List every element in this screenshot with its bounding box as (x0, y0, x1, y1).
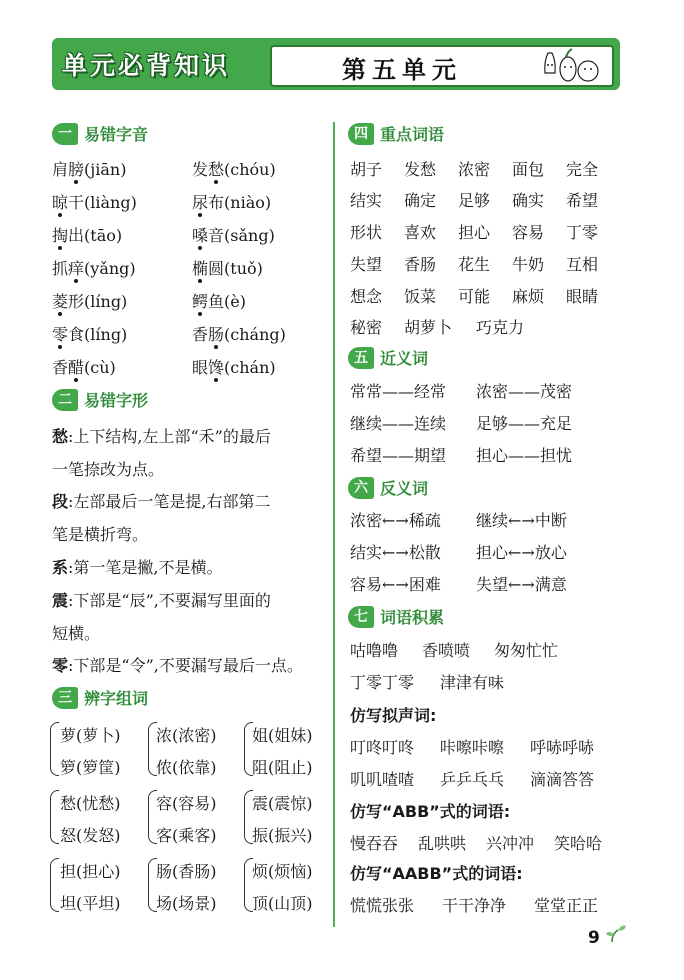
word-row: 丁零丁零 津津有味 (350, 673, 505, 692)
char-group: 振(振兴) (252, 826, 313, 845)
pinyin-item: 鳄鱼(è) (192, 292, 246, 311)
pinyin-item: 尿布(niào) (192, 193, 272, 212)
word-row: 咕噜噜 香喷喷 匆匆忙忙 (350, 641, 559, 660)
brace-icon (50, 858, 59, 912)
section-title: 易错字形 (84, 391, 149, 410)
pinyin-item: 发愁(chóu) (192, 160, 276, 179)
unit-banner (52, 38, 620, 90)
subheading-abb: 仿写“ABB”式的词语: (350, 802, 511, 821)
section-header-groups (52, 686, 148, 710)
pinyin-item: 肩膀(jiān) (52, 160, 127, 179)
form-note: 系:第一笔是撇,不是横。 (52, 558, 223, 577)
column-divider (333, 122, 335, 927)
section-header-antonyms (348, 476, 428, 500)
word-row: 慌慌张张 干干净净 堂堂正正 (350, 896, 599, 915)
char-group: 阻(阻止) (252, 758, 313, 777)
pinyin-item: 香肠(cháng) (192, 325, 286, 344)
pinyin-item: 零食(líng) (52, 325, 128, 344)
section-title: 词语积累 (380, 608, 445, 627)
subheading-onomatopoeia: 仿写拟声词: (350, 706, 437, 725)
char-group: 肠(香肠) (156, 862, 217, 881)
section-number-badge: 七 (348, 606, 374, 628)
section-title: 近义词 (380, 349, 429, 368)
section-header-accumulation (348, 605, 444, 629)
char-group: 萝(萝卜) (60, 726, 121, 745)
section-number-badge: 一 (52, 123, 78, 145)
char-group: 场(场景) (156, 894, 217, 913)
section-title: 反义词 (380, 479, 429, 498)
section-number-badge: 四 (348, 123, 374, 145)
section-title: 易错字音 (84, 125, 149, 144)
cartoon-characters-icon (538, 47, 602, 85)
char-group: 震(震惊) (252, 794, 313, 813)
sprout-icon (604, 922, 626, 944)
page-number: 9 (588, 928, 600, 948)
section-title: 重点词语 (380, 125, 445, 144)
char-group: 烦(烦恼) (252, 862, 313, 881)
pinyin-item: 晾干(liàng) (52, 193, 137, 212)
form-note: 短横。 (52, 624, 101, 643)
antonym-row: 结实←→松散 担心←→放心 (350, 543, 567, 562)
keyword-row: 失望 香肠 花生 牛奶 互相 (350, 255, 599, 274)
section-number-badge: 二 (52, 389, 78, 411)
form-note: 愁:上下结构,左上部“禾”的最后 (52, 427, 271, 446)
pinyin-item: 椭圆(tuǒ) (192, 259, 263, 278)
synonym-row: 希望——期望 担心——担忧 (350, 446, 573, 465)
keyword-row: 结实 确定 足够 确实 希望 (350, 191, 599, 210)
synonym-row: 常常——经常 浓密——茂密 (350, 382, 573, 401)
pinyin-item: 菱形(líng) (52, 292, 128, 311)
section-header-keywords (348, 122, 444, 146)
pinyin-item: 掏出(tāo) (52, 226, 123, 245)
char-group: 客(乘客) (156, 826, 217, 845)
char-group: 侬(依靠) (156, 758, 217, 777)
char-group: 姐(姐妹) (252, 726, 313, 745)
unit-title: 第五单元 (342, 56, 462, 84)
section-number-badge: 三 (52, 687, 78, 709)
form-note: 震:下部是“辰”,不要漏写里面的 (52, 591, 271, 610)
section-title: 辨字组词 (84, 689, 149, 708)
char-group: 顶(山顶) (252, 894, 313, 913)
antonym-row: 容易←→困难 失望←→满意 (350, 575, 567, 594)
brace-icon (50, 790, 59, 844)
char-group: 浓(浓密) (156, 726, 217, 745)
keyword-row: 秘密 胡萝卜 巧克力 (350, 318, 525, 337)
section-header-synonyms (348, 346, 428, 370)
pinyin-item: 香醋(cù) (52, 358, 116, 377)
char-group: 坦(平坦) (60, 894, 121, 913)
char-group: 箩(箩筐) (60, 758, 121, 777)
form-note: 笔是横折弯。 (52, 525, 149, 544)
antonym-row: 浓密←→稀疏 继续←→中断 (350, 511, 567, 530)
form-note: 一笔捺改为点。 (52, 460, 165, 479)
pinyin-item: 嗓音(sǎng) (192, 226, 275, 245)
keyword-row: 胡子 发愁 浓密 面包 完全 (350, 160, 599, 179)
form-note: 零:下部是“令”,不要漏写最后一点。 (52, 656, 303, 675)
word-row: 叮咚叮咚 咔嚓咔嚓 呼哧呼哧 (350, 738, 595, 757)
section-header-pinyin (52, 122, 148, 146)
char-group: 怒(发怒) (60, 826, 121, 845)
keyword-row: 想念 饭菜 可能 麻烦 眼睛 (350, 287, 599, 306)
form-note: 段:左部最后一笔是提,右部第二 (52, 492, 271, 511)
brace-icon (50, 722, 59, 776)
section-number-badge: 五 (348, 347, 374, 369)
word-row: 叽叽喳喳 乒乒乓乓 滴滴答答 (350, 770, 595, 789)
section-header-forms (52, 388, 148, 412)
banner-title: 单元必背知识 (62, 51, 231, 80)
keyword-row: 形状 喜欢 担心 容易 丁零 (350, 223, 599, 242)
char-group: 愁(忧愁) (60, 794, 121, 813)
char-group: 担(担心) (60, 862, 121, 881)
word-row: 慢吞吞 乱哄哄 兴冲冲 笑哈哈 (350, 834, 603, 853)
unit-title-box (270, 45, 614, 87)
section-number-badge: 六 (348, 477, 374, 499)
synonym-row: 继续——连续 足够——充足 (350, 414, 573, 433)
char-group: 容(容易) (156, 794, 217, 813)
subheading-aabb: 仿写“AABB”式的词语: (350, 864, 523, 883)
pinyin-item: 抓痒(yǎng) (52, 259, 136, 278)
pinyin-item: 眼馋(chán) (192, 358, 276, 377)
